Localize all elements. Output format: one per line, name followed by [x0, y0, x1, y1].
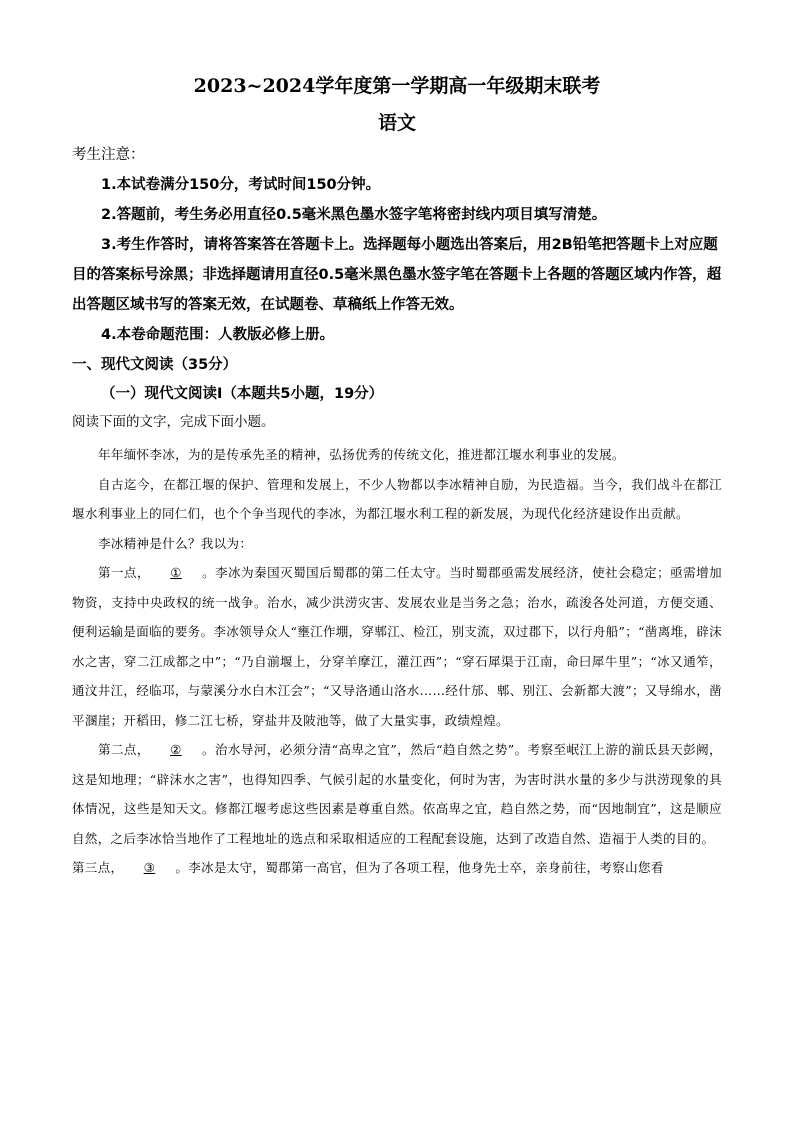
passage-paragraph: 李冰精神是什么？我以为：	[98, 535, 253, 551]
notice-item: 1.本试卷满分150分，考试时间150分钟。	[101, 177, 381, 193]
point-text: 。李冰为秦国灭蜀国后蜀郡的第二任太守。当时蜀郡亟需发展经济，使社会稳定；亟需增加物资，支持中央政权的统一战争。治水，减少洪涝灾害、发展农业是当务之急；治水，疏浚各处河道，方便交通、便利运输是面临的要务。李冰领导众人“壅江作堋，穿郫江、检江，别支流，双过郡下，以行舟船”；“凿离堆，辟沫水之害，穿二江成都之中”；“乃自湔堰上，分穿羊摩江，灌江西”；“穿石犀渠于江南，命曰犀牛里”；“冰又通笮，通汶井江，经临邛，与蒙溪分水白木江会”；“又导洛通山洛水……经什邡、郫、别江、会新都大渡”；又导绵水，凿平溷崖；开稻田，修二江七桥，穿盐井及陂池等，做了大量实事，政绩煌煌。	[72, 565, 722, 728]
exam-title: 2023~2024学年度第一学期高一年级期末联考	[193, 75, 601, 97]
point-text: 。李冰是太守，蜀郡第一高官，但为了各项工程，他身先士卒，亲身前往，考察山您看	[175, 860, 664, 875]
point-text: 。治水导河，必须分清“高卑之宜”，然后“趋自然之势”。考察至岷江上游的湔氐县天彭阙，这是知地理；“辟沫水之害”，也得知四季、气候引起的水量变化，何时为害，为害时洪水量的多少与洪涝现象的具体情况，这些是知天文。修都江堰考虑这些因素是尊重自然。依高卑之宜，趋自然之势，而“因地制宜”，这是顺应自然，之后李冰恰当地作了工程地址的选点和采取相适应的工程配套设施，达到了改造自然、造福于人类的目的。	[72, 742, 723, 846]
notice-item: 4.本卷命题范围：人教版必修上册。	[101, 327, 335, 343]
passage-paragraph	[72, 558, 722, 735]
point-label: 第三点，	[72, 860, 124, 875]
subsection-heading: （一）现代文阅读Ⅰ（本题共5小题，19分）	[101, 386, 384, 402]
notice-item: 2.答题前，考生务必用直径0.5毫米黑色墨水签字笔将密封线内项目填写清楚。	[101, 207, 607, 223]
passage-paragraph	[72, 853, 722, 883]
section-heading: 一、现代文阅读（35分）	[72, 357, 238, 373]
passage-paragraph: 自古迄今，在都江堰的保护、管理和发展上，不少人物都以李冰精神自励，为民造福。当今，我们战斗在都江堰水利事业上的同仁们，也个个争当现代的李冰，为都江堰水利工程的新发展，为现代化经济建设作出贡献。	[72, 476, 722, 521]
notice-heading: 考生注意：	[72, 147, 145, 163]
subject-title: 语文	[377, 112, 416, 134]
fill-blank-1: ①	[170, 565, 182, 580]
passage-paragraph: 年年缅怀李冰，为的是传承先圣的精神，弘扬优秀的传统文化，推进都江堰水利事业的发展。	[98, 447, 625, 462]
reading-passage	[72, 440, 722, 883]
point-label: 第一点，	[98, 565, 150, 580]
reading-instruction: 阅读下面的文字，完成下面小题。	[72, 414, 275, 430]
notice-item: 3.考生作答时，请将答案答在答题卡上。选择题每小题选出答案后，用2B铅笔把答题卡上对应题目的答案标号涂黑；非选择题请用直径0.5毫米黑色墨水签字笔在答题卡上各题的答题区域内作答，超出答题区域书写的答案无效，在试题卷、草稿纸上作答无效。	[72, 237, 722, 313]
fill-blank-3: ③	[143, 860, 156, 875]
passage-paragraph	[72, 735, 722, 853]
fill-blank-2: ②	[170, 742, 182, 757]
candidate-notice	[72, 140, 722, 350]
point-label: 第二点，	[98, 742, 150, 757]
